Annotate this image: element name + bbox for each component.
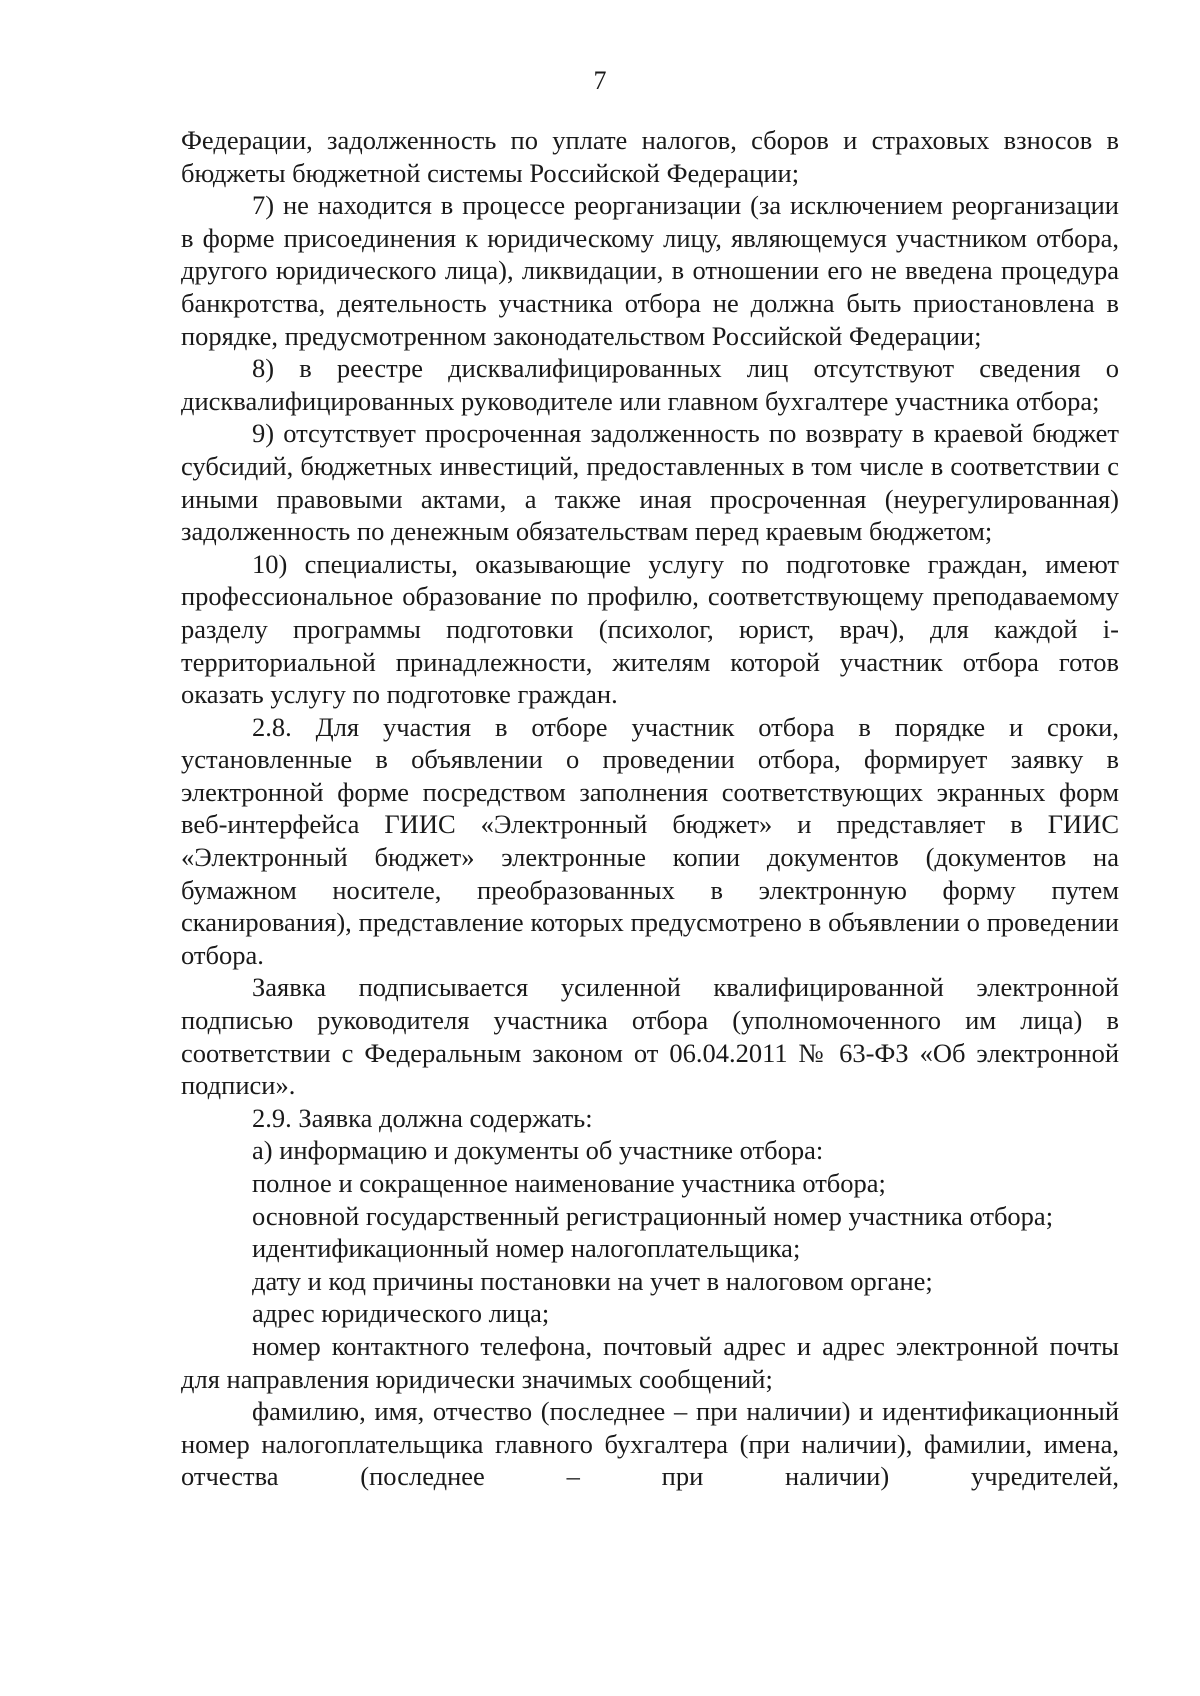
list-item-persons: фамилию, имя, отчество (последнее – при наличии) и идентификационный номер налогоплательщика главного бухгалтера (при наличии), фамилии, имена, отчества (последнее – при наличии) учредителей,	[181, 1396, 1119, 1492]
paragraph-signature: Заявка подписывается усиленной квалифицированной электронной подписью руководителя участника отбора (уполномоченного им лица) в соответствии с Федеральным законом от 06.04.2011 № 63-ФЗ «Об электронной подписи».	[181, 972, 1119, 1101]
paragraph-subitem-a: а) информацию и документы об участнике отбора:	[252, 1135, 824, 1166]
page-number: 7	[593, 66, 607, 95]
paragraph-section-2-9: 2.9. Заявка должна содержать:	[252, 1102, 593, 1133]
list-item-inn: идентификационный номер налогоплательщика;	[252, 1233, 801, 1264]
document-body	[181, 124, 1119, 1493]
list-item-ogrn: основной государственный регистрационный номер участника отбора;	[252, 1200, 1054, 1231]
paragraph-item-10: 10) специалисты, оказывающие услугу по подготовке граждан, имеют профессиональное образование по профилю, соответствующему преподаваемому разделу программы подготовки (психолог, юрист, врач), для каждой i-территориальной принадлежности, жителям которой участник отбора готов оказать услугу по подготовке граждан.	[181, 548, 1119, 710]
paragraph-item-8: 8) в реестре дисквалифицированных лиц отсутствуют сведения о дисквалифицированных руководителе или главном бухгалтере участника отбора;	[181, 353, 1119, 416]
paragraph-section-2-8: 2.8. Для участия в отборе участник отбора в порядке и сроки, установленные в объявлении о проведении отбора, формирует заявку в электронной форме посредством заполнения соответствующих экранных форм веб-интерфейса ГИИС «Электронный бюджет» и представляет в ГИИС «Электронный бюджет» электронные копии документов (документов на бумажном носителе, преобразованных в электронную форму путем сканирования), представление которых предусмотрено в объявлении о проведении отбора.	[181, 711, 1119, 970]
list-item-name: полное и сокращенное наименование участника отбора;	[252, 1168, 886, 1198]
paragraph-item-7: 7) не находится в процессе реорганизации (за исключением реорганизации в форме присоединения к юридическому лицу, являющемуся участником отбора, другого юридического лица), ликвидации, в отношении его не введена процедура банкротства, деятельность участника отбора не должна быть приостановлена в порядке, предусмотренном законодательством Российской Федерации;	[181, 190, 1119, 351]
list-item-address: адрес юридического лица;	[252, 1298, 550, 1329]
paragraph-continuation: Федерации, задолженность по уплате налогов, сборов и страховых взносов в бюджеты бюджетной системы Российской Федерации;	[181, 125, 1119, 188]
paragraph-item-9: 9) отсутствует просроченная задолженность по возврату в краевой бюджет субсидий, бюджетных инвестиций, предоставленных в том числе в соответствии с иными правовыми актами, а также иная просроченная (неурегулированная) задолженность по денежным обязательствам перед краевым бюджетом;	[181, 418, 1119, 547]
list-item-kpp: дату и код причины постановки на учет в налоговом органе;	[252, 1265, 933, 1296]
list-item-contacts: номер контактного телефона, почтовый адрес и адрес электронной почты для направления юридически значимых сообщений;	[181, 1330, 1119, 1394]
